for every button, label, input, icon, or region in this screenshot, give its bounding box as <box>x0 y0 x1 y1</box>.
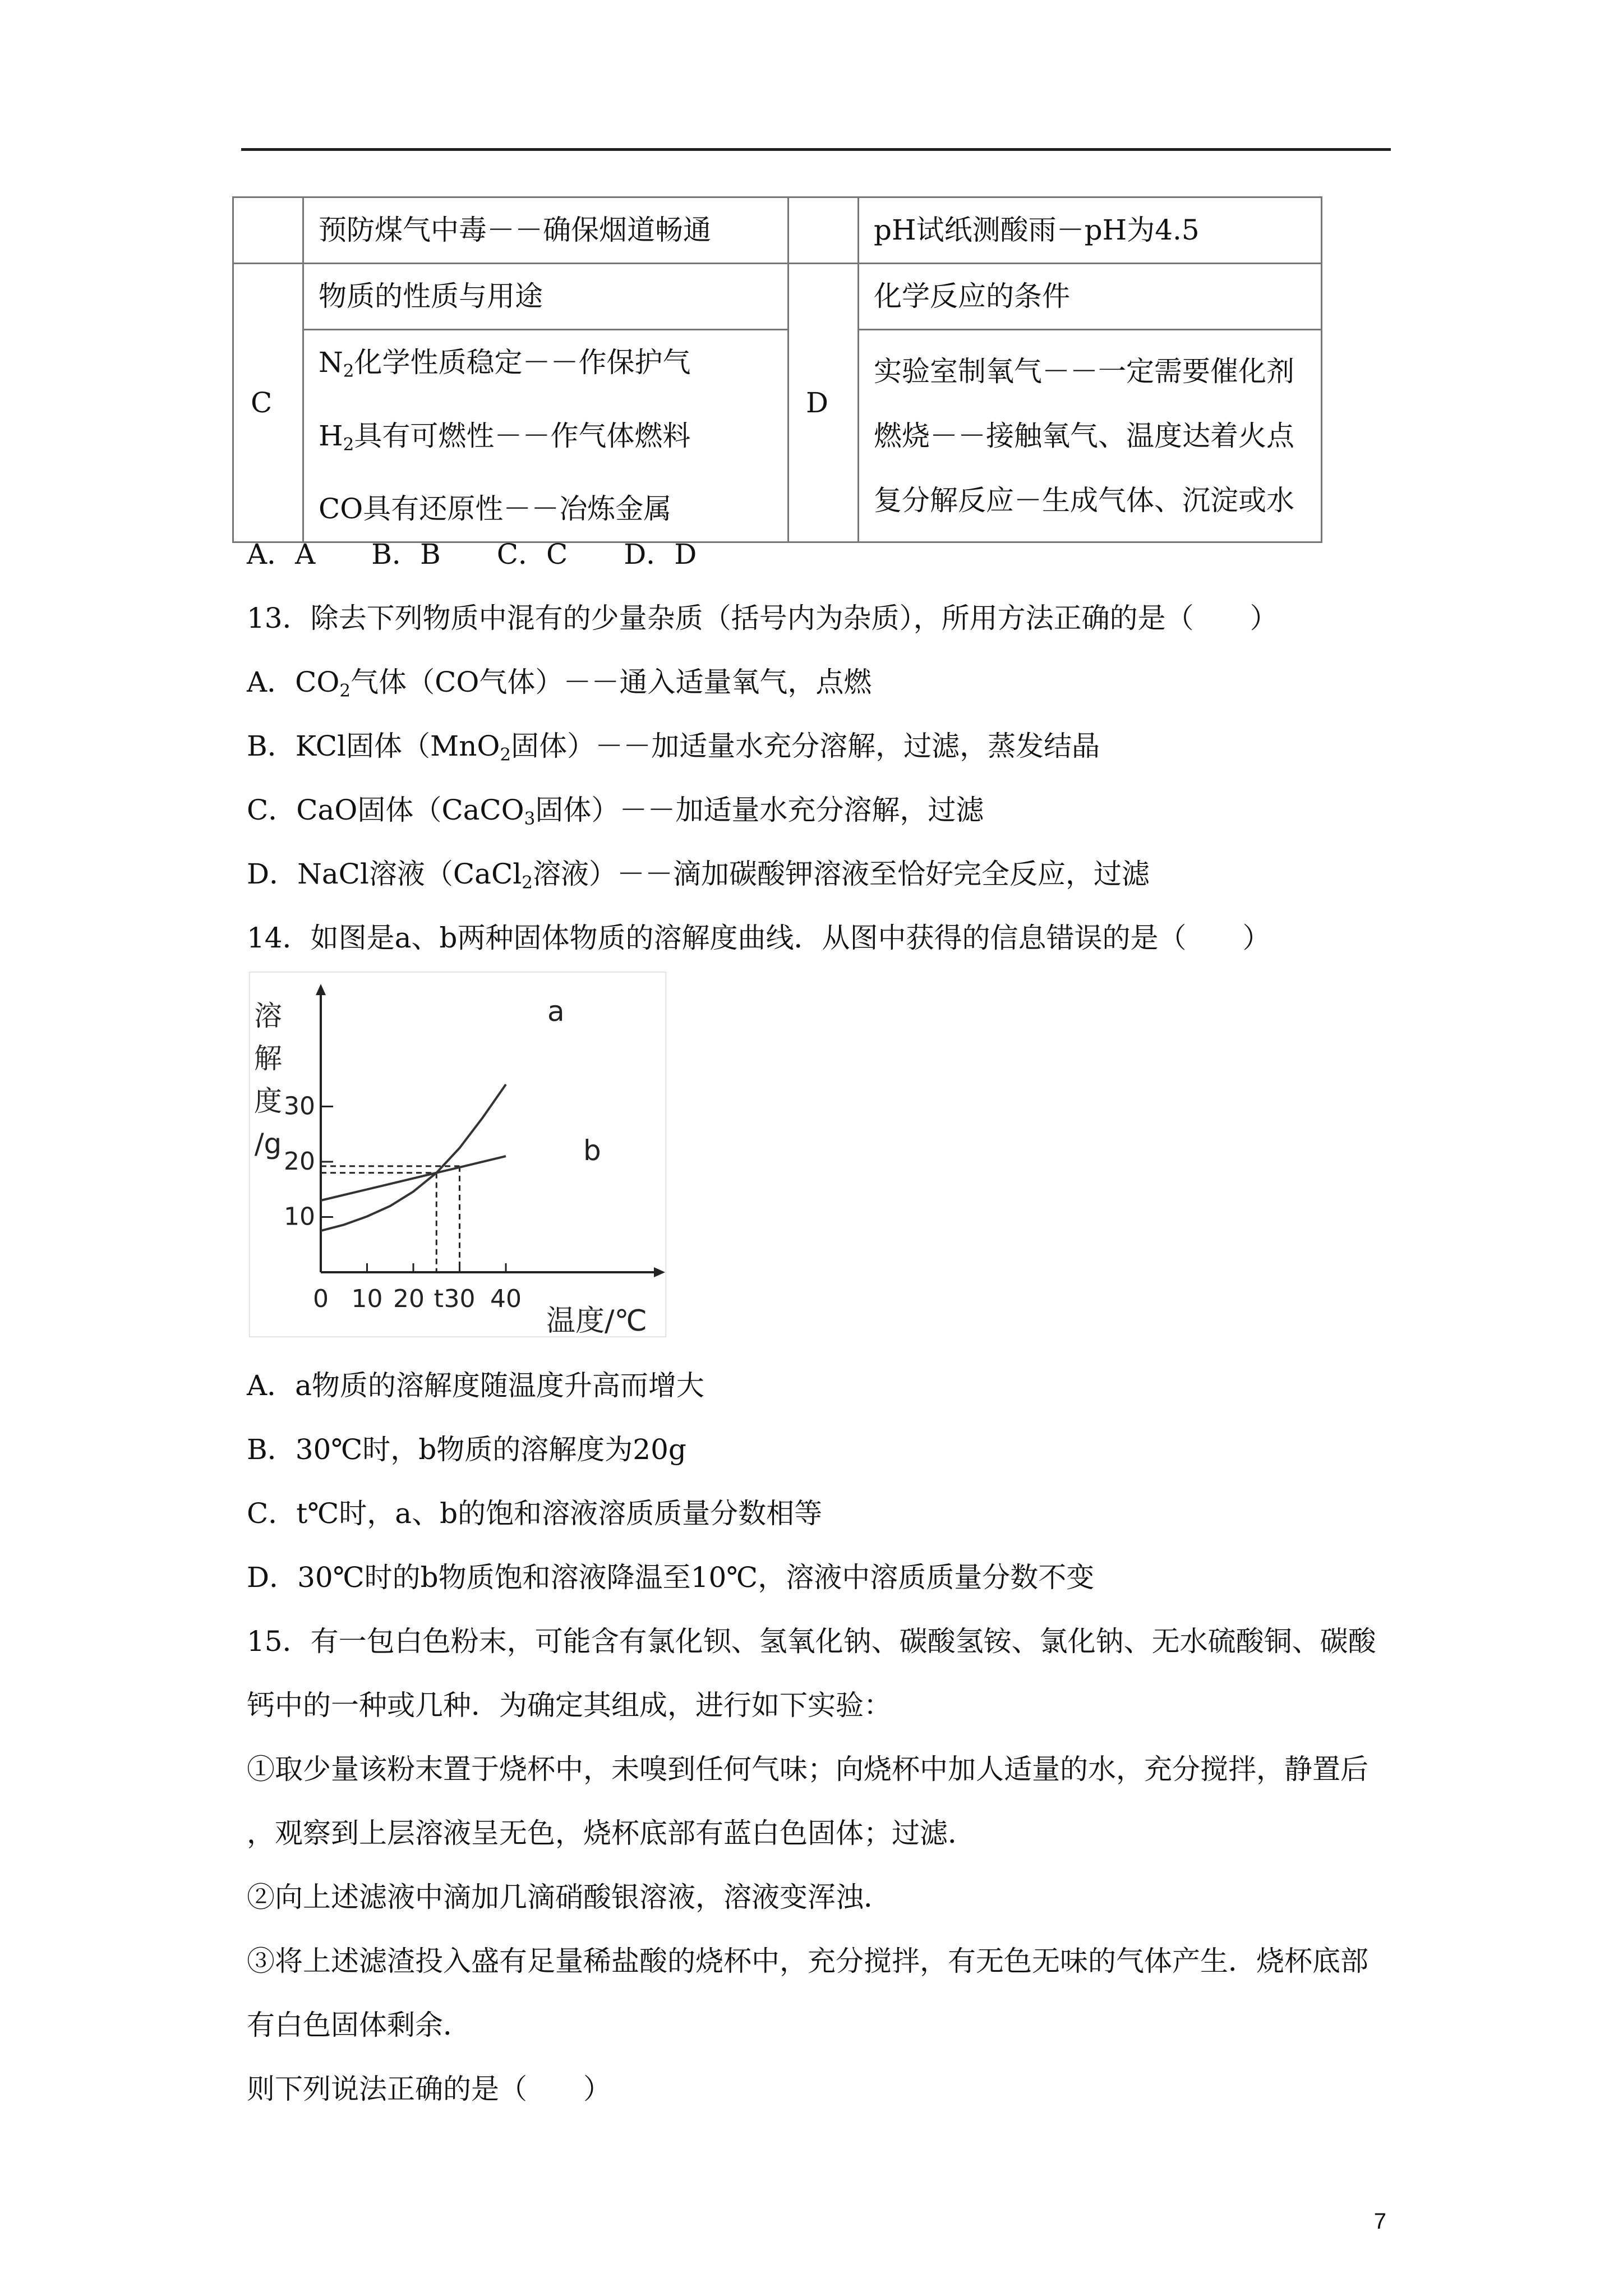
q14-option-d: D．30℃时的b物质饱和溶液降温至10℃，溶液中溶质质量分数不变 <box>247 1561 1095 1594</box>
x-tick-label: t <box>434 1285 444 1313</box>
x-axis-label: 温度/℃ <box>546 1304 647 1337</box>
y-axis-arrow <box>316 984 326 995</box>
table-cell-ph: pH试纸测酸雨－pH为4.5 <box>859 197 1322 264</box>
q13-option-c: C．CaO固体（CaCO$_3$固体）－－加适量水充分溶解，过滤 <box>247 794 984 829</box>
list-item: 燃烧－－接触氧气、温度达着火点 <box>874 419 1294 452</box>
list-item: CO具有还原性－－冶炼金属 <box>319 493 672 526</box>
table-row <box>233 264 1322 330</box>
series-line-a <box>321 1084 506 1231</box>
page-number: 7 <box>1373 2209 1386 2234</box>
q14-option-b: B．30℃时，b物质的溶解度为20g <box>247 1433 686 1466</box>
q14-option-c: C．t℃时，a、b的饱和溶液溶质质量分数相等 <box>247 1497 823 1530</box>
y-axis-label: /g <box>254 1128 282 1160</box>
y-tick-label: 30 <box>284 1092 315 1121</box>
q13-option-b: B．KCl固体（MnO$_2$固体）－－加适量水充分溶解，过滤，蒸发结晶 <box>247 730 1100 765</box>
y-tick-label: 20 <box>284 1147 315 1176</box>
q12-options: A．A B．B C．C D．D <box>247 538 697 570</box>
table-cell-prevention: 预防煤气中毒－－确保烟道畅通 <box>303 197 789 264</box>
table-row <box>233 330 1322 542</box>
q15-line-1: 15．有一包白色粉末，可能含有氯化钡、氢氧化钠、碳酸氢铵、氯化钠、无水硫酸铜、碳酸 <box>247 1625 1376 1658</box>
y-axis-label: 度 <box>254 1085 282 1117</box>
q13-stem: 13．除去下列物质中混有的少量杂质（括号内为杂质），所用方法正确的是（ ） <box>247 602 1278 634</box>
q15-line-6: ③将上述滤渣投入盛有足量稀盐酸的烧杯中，充分搅拌，有无色无味的气体产生．烧杯底部 <box>247 1945 1368 1977</box>
y-axis-label: 溶 <box>254 1000 282 1032</box>
table-row <box>233 197 1322 264</box>
table-letter-cell <box>789 197 859 264</box>
q15-line-8: 则下列说法正确的是（ ） <box>247 2073 611 2105</box>
y-axis-label: 解 <box>254 1042 282 1075</box>
table-letter-cell <box>233 197 303 264</box>
header-rule <box>241 148 1391 151</box>
q15-line-2: 钙中的一种或几种．为确定其组成，进行如下实验： <box>247 1689 892 1722</box>
y-tick-label: 10 <box>284 1202 315 1231</box>
q15-line-4: ，观察到上层溶液呈无色，烧杯底部有蓝白色固体；过滤． <box>247 1817 976 1849</box>
table-cell-title-d: 化学反应的条件 <box>859 264 1322 330</box>
x-tick-label: 20 <box>393 1285 425 1313</box>
table-cell-items-d <box>859 330 1322 542</box>
list-item: 实验室制氧气－－一定需要催化剂 <box>874 355 1294 388</box>
x-tick-label: 0 <box>313 1285 329 1313</box>
solubility-chart-svg <box>249 972 666 1337</box>
q15-line-7: 有白色固体剩余． <box>247 2009 471 2041</box>
q15-line-3: ①取少量该粉末置于烧杯中，未嗅到任何气味；向烧杯中加人适量的水，充分搅拌，静置后 <box>247 1753 1368 1786</box>
x-tick-label: 10 <box>351 1285 383 1313</box>
q13-option-d: D．NaCl溶液（CaCl$_2$溶液）－－滴加碳酸钾溶液至恰好完全反应，过滤 <box>247 858 1150 893</box>
list-item: $N_2$化学性质稳定－－作保护气 <box>319 346 691 381</box>
list-item: 复分解反应－生成气体、沉淀或水 <box>874 484 1294 517</box>
table-letter-d: D <box>789 264 859 542</box>
list-item: $H_2$具有可燃性－－作气体燃料 <box>319 419 691 455</box>
series-label-a: a <box>547 995 565 1028</box>
q13-option-a: A．$CO_2$气体（CO气体）－－通入适量氧气，点燃 <box>247 666 872 701</box>
q14-stem: 14．如图是a、b两种固体物质的溶解度曲线．从图中获得的信息错误的是（ ） <box>247 922 1271 954</box>
x-axis-arrow <box>654 1267 665 1277</box>
table-letter-c: C <box>233 264 303 542</box>
series-label-b: b <box>583 1134 601 1167</box>
x-tick-label: 40 <box>490 1285 522 1313</box>
table-cell-items-c <box>303 330 789 542</box>
x-tick-label: 30 <box>444 1285 476 1313</box>
solubility-chart <box>249 972 666 1337</box>
series-line-b <box>321 1156 506 1200</box>
q14-option-a: A．a物质的溶解度随温度升高而增大 <box>247 1369 704 1402</box>
q15-line-5: ②向上述滤液中滴加几滴硝酸银溶液，溶液变浑浊． <box>247 1881 892 1913</box>
table-cell-title-c: 物质的性质与用途 <box>303 264 789 330</box>
options-table <box>232 196 1322 543</box>
